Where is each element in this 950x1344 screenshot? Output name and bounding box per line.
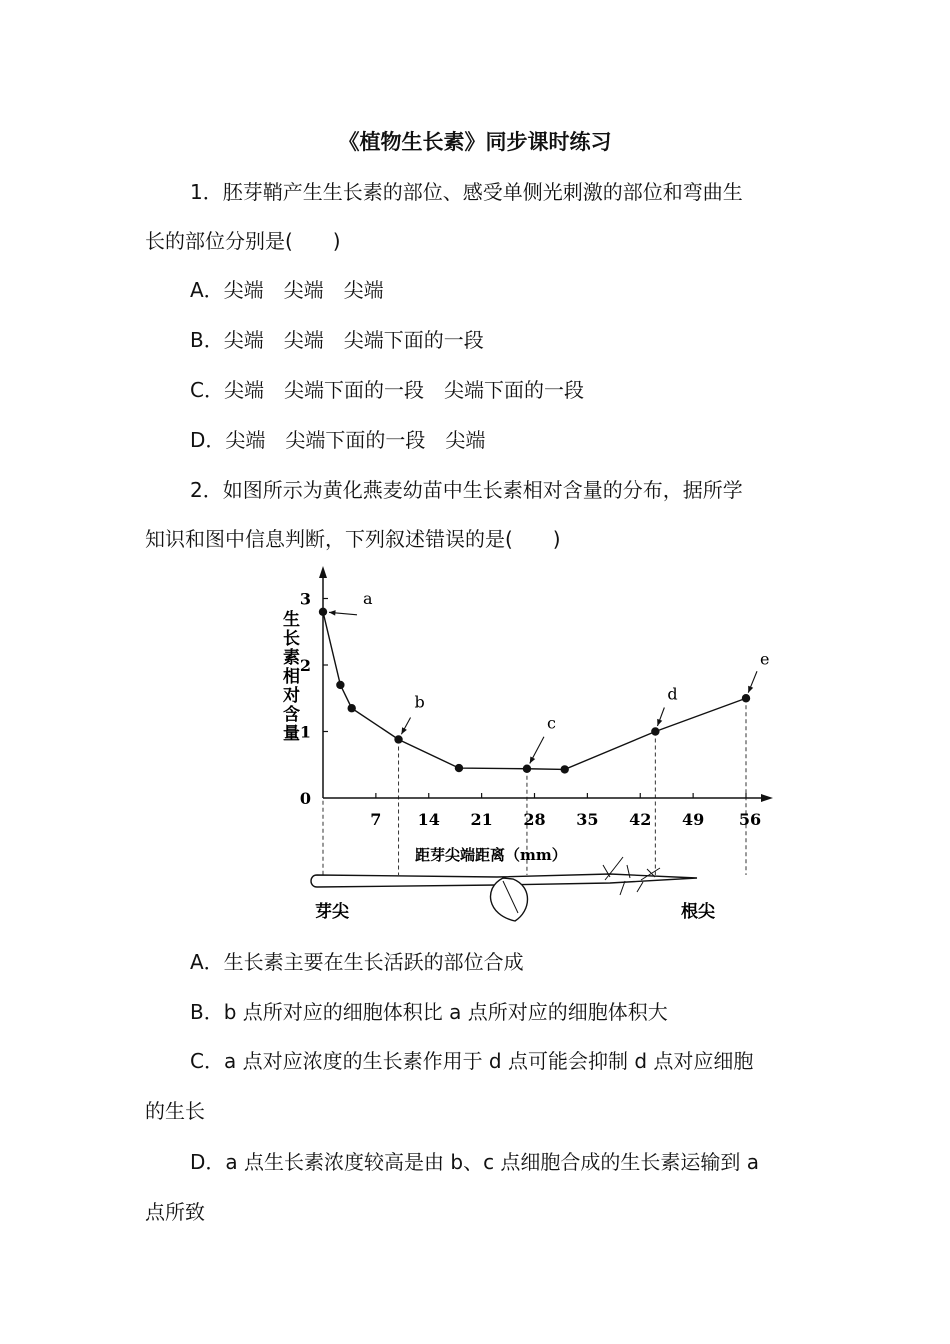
data-point — [336, 681, 344, 689]
data-point — [348, 704, 356, 712]
x-tick-label: 35 — [576, 810, 599, 829]
q2-option-b: B．b 点所对应的细胞体积比 a 点所对应的细胞体积大 — [190, 1000, 668, 1024]
q1-option-d: D．尖端 尖端下面的一段 尖端 — [190, 428, 486, 452]
x-tick-label: 7 — [370, 810, 382, 829]
x-axis-label: 距芽尖端距离（mm） — [415, 846, 567, 864]
data-point — [455, 764, 463, 772]
annotation-arrowhead — [657, 719, 662, 726]
y-axis-label: 生长素相对含量 — [283, 610, 300, 744]
q2-option-a: A．生长素主要在生长活跃的部位合成 — [190, 950, 524, 974]
q2-stem-line1: 2．如图所示为黄化燕麦幼苗中生长素相对含量的分布，据所学 — [190, 478, 743, 502]
data-point — [523, 765, 531, 773]
data-point — [319, 608, 327, 616]
y-tick-label: 0 — [299, 789, 311, 808]
q1-stem-line1: 1．胚芽鞘产生生长素的部位、感受单侧光刺激的部位和弯曲生 — [190, 180, 743, 204]
annotation-label: c — [546, 713, 556, 733]
annotation-label: a — [363, 588, 373, 608]
chart-guides — [323, 612, 746, 875]
annotation-arrowhead — [748, 686, 753, 693]
chart-ticks — [300, 590, 761, 830]
annotation-label: e — [760, 649, 770, 669]
q2-option-c-cont: 的生长 — [145, 1099, 205, 1123]
x-tick-label: 28 — [523, 810, 546, 829]
x-tick-label: 21 — [470, 810, 493, 829]
data-point — [394, 735, 402, 743]
q2-option-c: C．a 点对应浓度的生长素作用于 d 点可能会抑制 d 点对应细胞 — [190, 1049, 754, 1073]
x-tick-label: 42 — [629, 810, 652, 829]
auxin-distribution-chart — [265, 565, 770, 930]
x-tick-label: 14 — [417, 810, 440, 829]
x-tick-label: 56 — [738, 810, 762, 829]
q1-option-c: C．尖端 尖端下面的一段 尖端下面的一段 — [190, 378, 584, 402]
q2-option-d-cont: 点所致 — [145, 1200, 205, 1224]
data-point — [651, 727, 659, 735]
annotation-label: d — [667, 684, 678, 704]
data-point — [742, 694, 750, 702]
data-point — [561, 765, 569, 773]
doc-title: 《植物生长素》同步课时练习 — [338, 129, 612, 154]
x-axis-arrow — [761, 794, 773, 802]
q2-stem-line2: 知识和图中信息判断，下列叙述错误的是( ) — [145, 527, 561, 551]
y-tick-label: 2 — [299, 656, 311, 675]
seedling-illustration — [311, 857, 715, 922]
bud-tip-label: 芽尖 — [315, 902, 349, 922]
q2-option-d: D．a 点生长素浓度较高是由 b、c 点细胞合成的生长素运输到 a — [190, 1150, 760, 1174]
series-line — [323, 612, 746, 770]
q1-stem-line2: 长的部位分别是( ) — [145, 229, 341, 253]
chart-series — [319, 608, 750, 774]
annotation-label: b — [414, 692, 425, 712]
seedling-leaf — [491, 878, 528, 921]
y-axis-arrow — [319, 566, 327, 578]
chart-axes — [319, 566, 773, 802]
x-tick-label: 49 — [681, 810, 705, 829]
y-tick-label: 1 — [299, 722, 311, 742]
y-tick-label: 3 — [299, 589, 311, 609]
q1-option-a: A．尖端 尖端 尖端 — [190, 278, 384, 302]
q1-option-b: B．尖端 尖端 尖端下面的一段 — [190, 328, 484, 352]
root-tip-label: 根尖 — [681, 902, 715, 922]
